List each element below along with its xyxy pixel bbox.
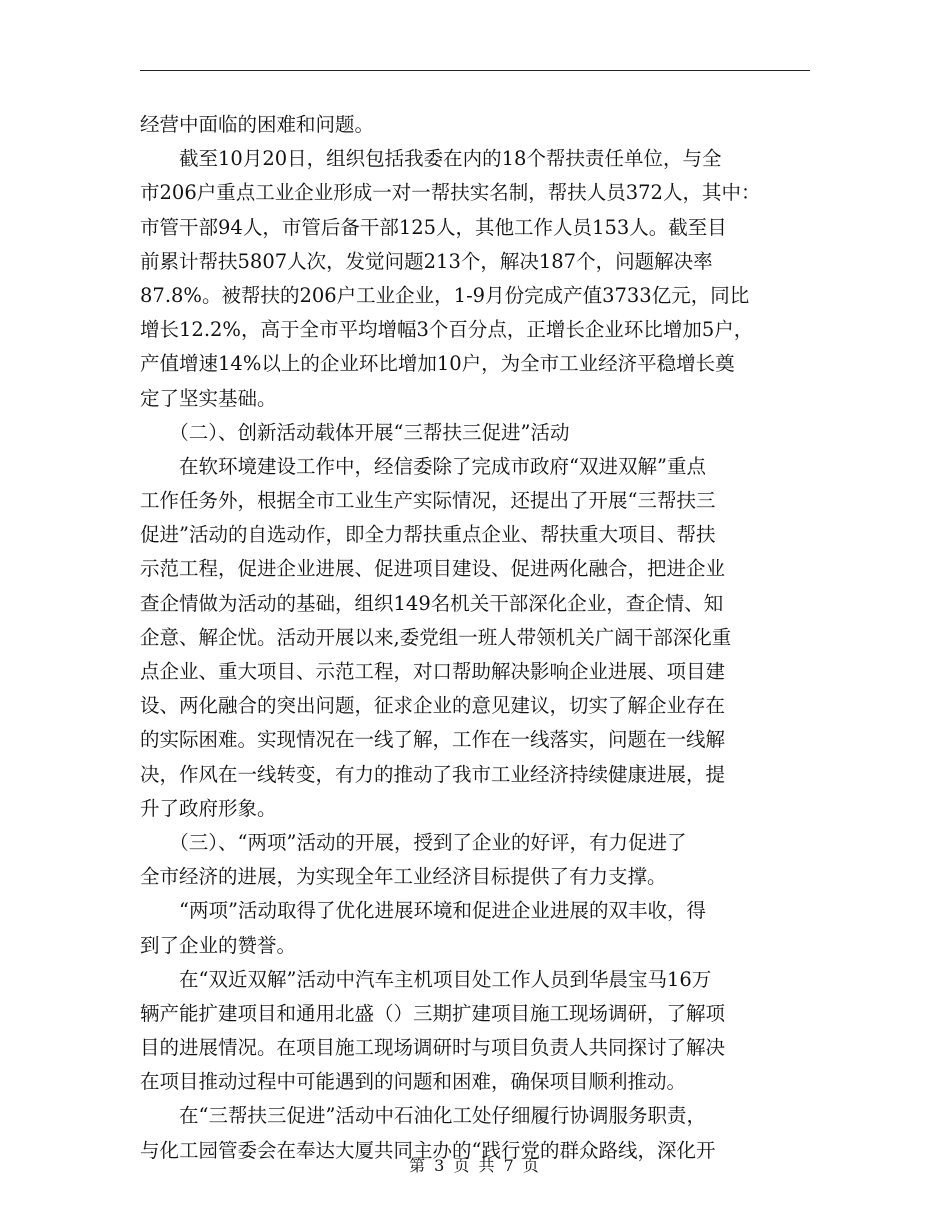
- text-line: 查企情做为活动的基础，组织149名机关干部深化企业，查企情、知: [140, 591, 724, 615]
- text-line: 在“双近双解”活动中汽车主机项目处工作人员到华晨宝马16万: [140, 967, 712, 991]
- page-number: 第 3 页 共 7 页: [409, 1156, 541, 1175]
- text-line: 定了坚实基础。: [140, 386, 277, 410]
- text-line: “两项”活动取得了优化进展环境和促进企业进展的双丰收，得: [140, 899, 706, 923]
- header-rule: [140, 70, 810, 71]
- text-line: 市管干部94人，市管后备干部125人，其他工作人员153人。截至目: [140, 215, 727, 239]
- text-line: 与化工园管委会在奉达大厦共同主办的“践行党的群众路线，深化开: [140, 1138, 716, 1162]
- text-line: 在项目推动过程中可能遇到的问题和困难，确保项目顺利推动。: [140, 1070, 687, 1094]
- text-line: 示范工程，促进企业进展、促进项目建设、促进两化融合，把进企业: [140, 557, 726, 581]
- text-line: 决，作风在一线转变，有力的推动了我市工业经济持续健康进展，提: [140, 762, 726, 786]
- text-line: 前累计帮扶5807人次，发觉问题213个，解决187个，问题解决率: [140, 249, 713, 273]
- text-line: 到了企业的赞誉。: [140, 933, 297, 957]
- text-line: 全市经济的进展，为实现全年工业经济目标提供了有力支撑。: [140, 865, 667, 889]
- text-line: 辆产能扩建项目和通用北盛（）三期扩建项目施工现场调研，了解项: [140, 1001, 726, 1025]
- text-line: （三）、“两项”活动的开展，授到了企业的好评，有力促进了: [140, 830, 687, 854]
- text-line: 目的进展情况。在项目施工现场调研时与项目负责人共同探讨了解决: [140, 1036, 726, 1060]
- text-line: 截至10月20日，组织包括我委在内的18个帮扶责任单位，与全: [140, 147, 722, 171]
- text-line: 在“三帮扶三促进”活动中石油化工处仔细履行协调服务职责，: [140, 1104, 706, 1128]
- text-line: 工作任务外，根据全市工业生产实际情况，还提出了开展“三帮扶三: [140, 489, 716, 513]
- text-line: （二）、创新活动载体开展“三帮扶三促进”活动: [140, 420, 570, 444]
- text-line: 点企业、重大项目、示范工程，对口帮助解决影响企业进展、项目建: [140, 660, 726, 683]
- text-line: 市206户重点工业企业形成一对一帮扶实名制，帮扶人员372人，其中：: [140, 181, 761, 205]
- text-line: 促进”活动的自选动作，即全力帮扶重点企业、帮扶重大项目、帮扶: [140, 523, 716, 547]
- text-line: 设、两化融合的突出问题，征求企业的意见建议，切实了解企业存在: [140, 694, 726, 718]
- text-line: 经营中面临的困难和问题。: [140, 113, 375, 136]
- text-line: 增长12.2%，高于全市平均增幅3个百分点，正增长企业环比增加5户，: [140, 318, 754, 342]
- text-line: 87.8%。被帮扶的206户工业企业，1-9月份完成产值3733亿元，同比: [140, 283, 750, 307]
- text-line: 在软环境建设工作中，经信委除了完成市政府“双进双解”重点: [140, 454, 706, 478]
- text-line: 的实际困难。实现情况在一线了解，工作在一线落实，问题在一线解: [140, 728, 726, 752]
- document-body: [140, 108, 812, 1168]
- text-line: 企意、解企忧。活动开展以来,委党组一班人带领机关广阔干部深化重: [140, 625, 732, 649]
- text-line: 产值增速14%以上的企业环比增加10户，为全市工业经济平稳增长奠: [140, 352, 735, 376]
- text-line: 升了政府形象。: [140, 796, 277, 820]
